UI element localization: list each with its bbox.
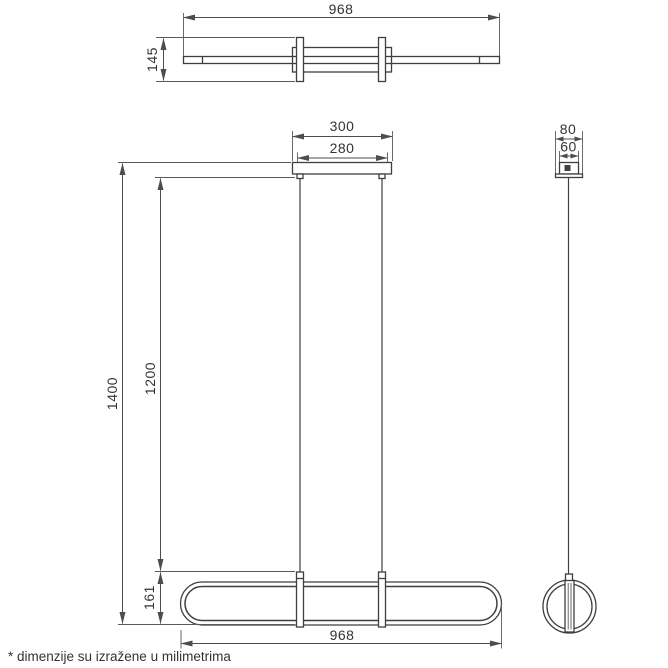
top-rod-holder-right [379,38,386,82]
front-canopy [293,163,392,175]
lamp-body-outer [181,582,502,625]
side-60-dim-label: 60 [560,138,577,155]
side-view [543,121,596,633]
front-cable-gland-left [297,174,303,179]
side-80-dim-label: 80 [559,121,577,137]
front-rod-right [379,572,386,627]
top-view [144,1,500,82]
canopy-280-dim-label: 280 [329,140,355,156]
drop-1400-dim-label: 1400 [104,376,120,411]
units-footnote: * dimenzije su izražene u milimetrima [8,649,231,664]
front-view [104,118,502,649]
front-cable-gland-right [379,174,385,179]
top-width-dim-label: 968 [328,1,354,17]
front-rod-left [297,572,304,627]
top-rod-holder-left [297,38,304,82]
side-canopy-plate [556,174,583,178]
side-rod-bar [565,581,574,633]
side-cable-gland [565,165,571,171]
susp-1200-dim-label: 1200 [142,361,158,396]
body-968-dim-label: 968 [329,627,355,643]
top-depth-dim-label: 145 [144,47,160,72]
top-lamp-bar [184,57,500,64]
canopy-300-dim-label: 300 [329,118,355,134]
body-161-dim-label: 161 [141,585,157,610]
